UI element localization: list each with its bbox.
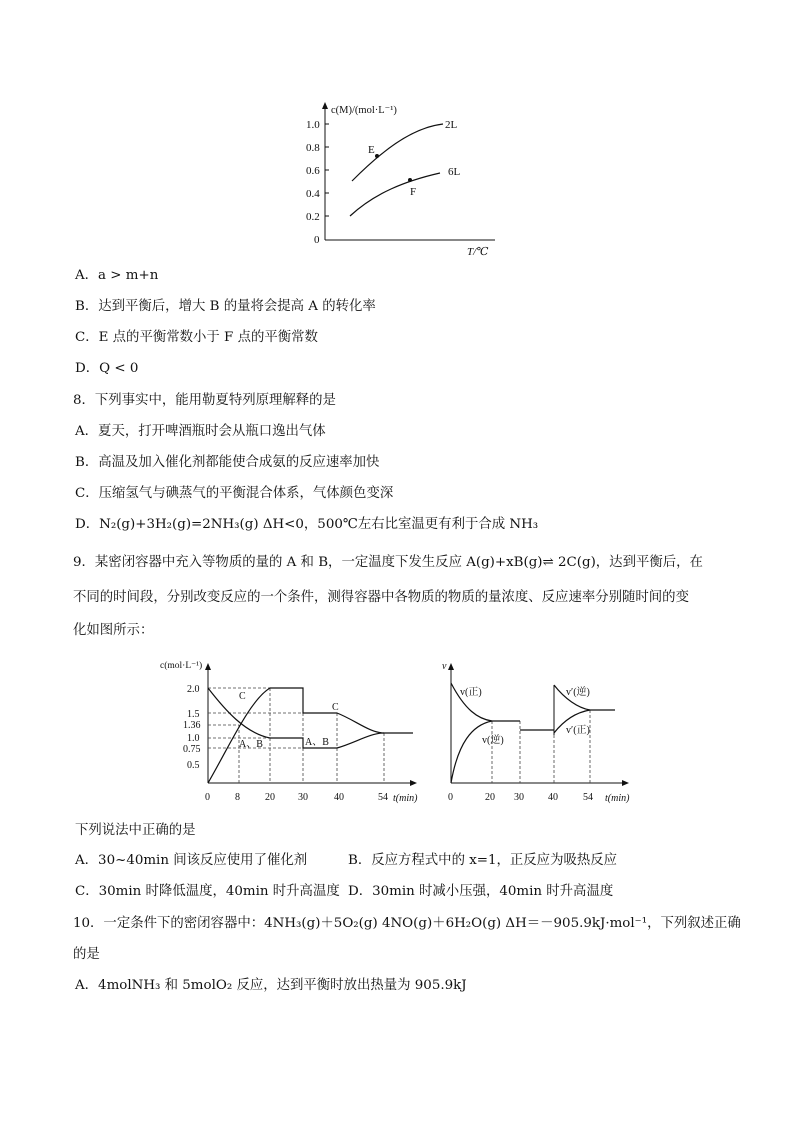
q9-option-d: D．30min 时减小压强，40min 时升高温度 bbox=[348, 884, 614, 899]
point-F bbox=[408, 178, 412, 182]
x-axis-label: T/℃ bbox=[467, 246, 489, 258]
q7-option-a: A．a > m+n bbox=[75, 268, 159, 283]
q8-stem: 8．下列事实中，能用勒夏特列原理解释的是 bbox=[73, 393, 336, 408]
q7-option-c: C．E 点的平衡常数小于 F 点的平衡常数 bbox=[75, 330, 318, 345]
y-tick-label: 0 bbox=[314, 234, 320, 246]
point-label-F: F bbox=[410, 186, 417, 198]
q7-option-b: B．达到平衡后，增大 B 的量将会提高 A 的转化率 bbox=[75, 299, 376, 314]
label-v-reverse: v(逆) bbox=[482, 735, 504, 746]
q10-stem-line1: 10．一定条件下的密闭容器中：4NH₃(g)＋5O₂(g) 4NO(g)＋6H₂O(g) ΔH＝－905.9kJ·mol⁻¹，下列叙述正确 bbox=[73, 916, 741, 931]
y-tick-label: 0.5 bbox=[187, 760, 200, 771]
curve-v-reverse bbox=[451, 721, 492, 783]
q8-option-a: A．夏天，打开啤酒瓶时会从瓶口逸出气体 bbox=[75, 424, 326, 439]
x-axis-label: t(min) bbox=[605, 793, 630, 804]
label-v-prime-reverse: v′(逆) bbox=[566, 687, 590, 698]
y-tick-label: 2.0 bbox=[187, 684, 200, 695]
label-AB: A、B bbox=[239, 739, 263, 750]
chart-concentration-vs-time bbox=[155, 655, 425, 810]
q9-question: 下列说法中正确的是 bbox=[75, 823, 196, 838]
point-label-E: E bbox=[368, 144, 375, 156]
y-tick-label: 1.0 bbox=[187, 733, 200, 744]
x-tick-label: 0 bbox=[205, 792, 210, 803]
x-tick-label: 30 bbox=[298, 792, 308, 803]
label-v-prime-forward: v′(正) bbox=[566, 725, 590, 736]
q8-option-d: D．N₂(g)+3H₂(g)=2NH₃(g) ΔH<0，500℃左右比室温更有利于合成 NH₃ bbox=[75, 517, 539, 532]
q9-option-c: C．30min 时降低温度，40min 时升高温度 bbox=[75, 884, 340, 899]
y-axis-arrow bbox=[322, 102, 328, 109]
x-tick-label: 30 bbox=[514, 792, 524, 803]
y-tick-label: 0.6 bbox=[306, 165, 320, 177]
y-tick-label: 1.36 bbox=[183, 720, 201, 731]
q9-stem-line3: 化如图所示： bbox=[73, 623, 154, 638]
y-axis-label: c(mol·L⁻¹) bbox=[160, 661, 203, 671]
x-tick-label: 0 bbox=[448, 792, 453, 803]
q7-option-d: D．Q < 0 bbox=[75, 361, 139, 376]
label-C: C bbox=[239, 691, 246, 702]
chart-concentration-vs-temperature bbox=[295, 98, 505, 258]
x-tick-label: 20 bbox=[265, 792, 275, 803]
y-tick-label: 0.4 bbox=[306, 188, 320, 200]
x-tick-label: 8 bbox=[235, 792, 240, 803]
point-E bbox=[375, 154, 379, 158]
x-tick-label: 54 bbox=[378, 792, 388, 803]
x-tick-label: 40 bbox=[548, 792, 558, 803]
y-axis-label: c(M)/(mol·L⁻¹) bbox=[331, 105, 397, 116]
q8-option-b: B．高温及加入催化剂都能使合成氨的反应速率加快 bbox=[75, 455, 380, 470]
y-tick-label: 1.0 bbox=[306, 119, 320, 131]
q9-option-b: B．反应方程式中的 x=1，正反应为吸热反应 bbox=[348, 853, 618, 868]
x-tick-label: 40 bbox=[334, 792, 344, 803]
q10-option-a: A．4molNH₃ 和 5molO₂ 反应，达到平衡时放出热量为 905.9kJ bbox=[75, 978, 467, 993]
q10-stem-line2: 的是 bbox=[73, 947, 100, 962]
curve-label-6L: 6L bbox=[448, 166, 461, 178]
y-tick-label: 0.75 bbox=[183, 744, 201, 755]
y-axis-label: v bbox=[442, 661, 447, 672]
q9-option-a: A．30~40min 间该反应使用了催化剂 bbox=[75, 853, 308, 868]
q9-stem-line2: 不同的时间段，分别改变反应的一个条件，测得容器中各物质的物质的量浓度、反应速率分别随时间的变 bbox=[73, 590, 689, 605]
x-tick-label: 20 bbox=[485, 792, 495, 803]
q8-option-c: C．压缩氢气与碘蒸气的平衡混合体系，气体颜色变深 bbox=[75, 486, 394, 501]
x-axis-label: t(min) bbox=[393, 793, 418, 804]
curve-AB bbox=[208, 688, 384, 748]
q9-stem-line1: 9．某密闭容器中充入等物质的量的 A 和 B，一定温度下发生反应 A(g)+xB(g)⇌ 2C(g)，达到平衡后，在 bbox=[73, 555, 703, 570]
y-tick-label: 1.5 bbox=[187, 709, 200, 720]
curve-6L bbox=[350, 173, 440, 216]
chart-rate-vs-time bbox=[440, 655, 640, 810]
y-tick-label: 0.8 bbox=[306, 142, 320, 154]
label-v-forward: v(正) bbox=[460, 687, 482, 698]
x-tick-label: 54 bbox=[583, 792, 593, 803]
y-tick-label: 0.2 bbox=[306, 211, 320, 223]
label-C-2: C bbox=[332, 702, 339, 713]
curve-label-2L: 2L bbox=[445, 119, 458, 131]
label-AB-2: A、B bbox=[305, 737, 329, 748]
curve-2L bbox=[352, 124, 443, 181]
